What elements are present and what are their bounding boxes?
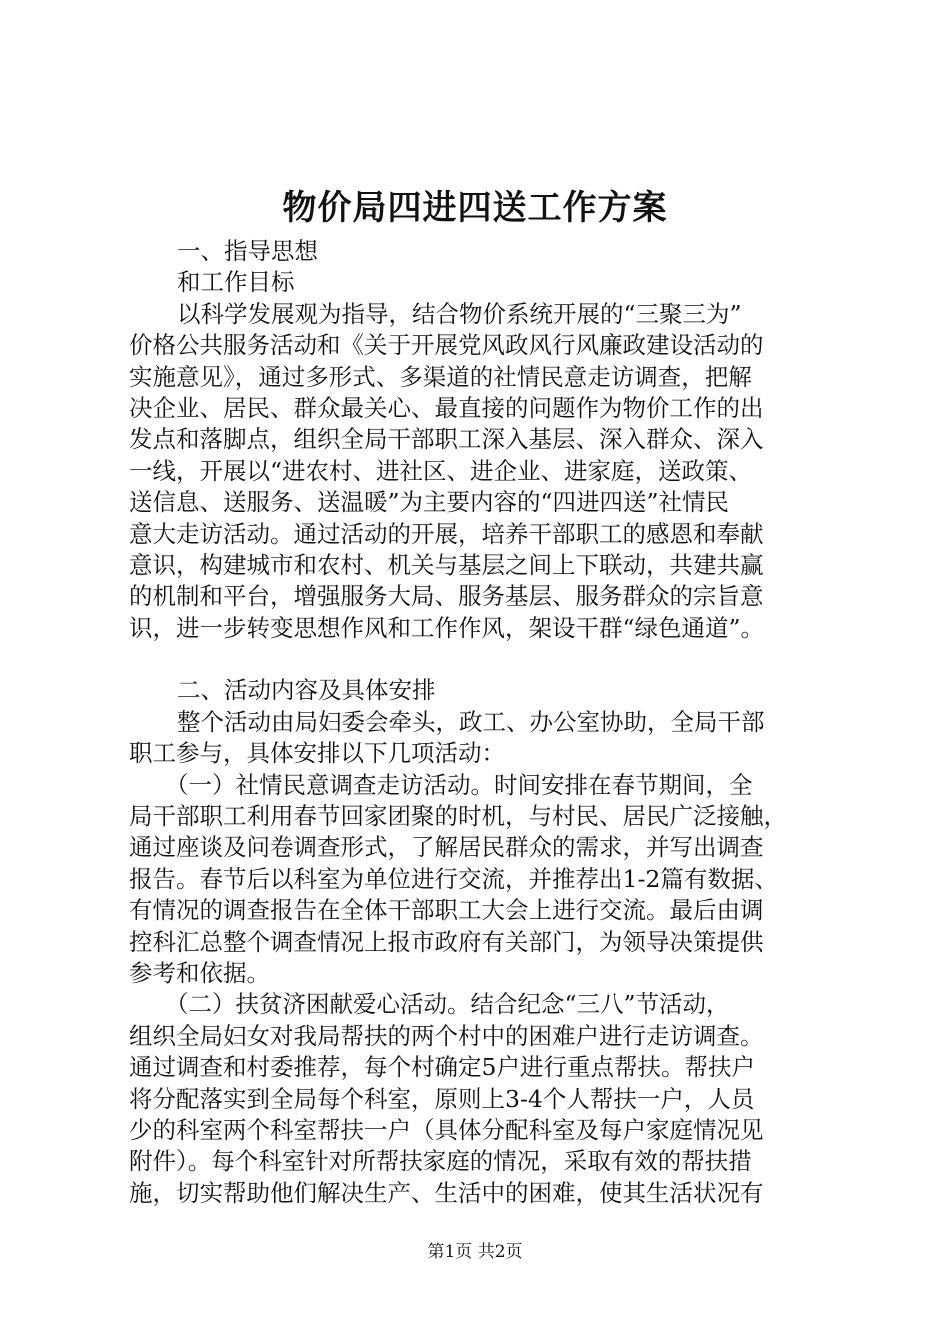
- paragraph-line: 局干部职工利用春节回家团聚的时机，与村民、居民广泛接触，: [129, 802, 787, 831]
- paragraph-line: 的机制和平台，增强服务大局、服务基层、服务群众的宗旨意: [129, 582, 764, 611]
- paragraph-line: 实施意见》，通过多形式、多渠道的社情民意走访调查，把解: [129, 362, 752, 391]
- paragraph-gap: [129, 644, 854, 675]
- paragraph-line: 参考和依据。: [129, 958, 270, 987]
- paragraph-line: 识，进一步转变思想作风和工作作风，架设干群“绿色通道”。: [129, 613, 765, 642]
- paragraph-line: 通过座谈及问卷调查形式，了解居民群众的需求，并写出调查: [129, 833, 764, 862]
- paragraph-line: 报告。春节后以科室为单位进行交流，并推荐出1-2篇有数据、: [129, 864, 778, 893]
- paragraph-line: 有情况的调查报告在全体干部职工大会上进行交流。最后由调: [129, 896, 764, 925]
- heading-activity-content: 二、活动内容及具体安排: [177, 676, 436, 705]
- paragraph-line: 施，切实帮助他们解决生产、生活中的困难，使其生活状况有: [129, 1178, 764, 1207]
- paragraph-line: （二）扶贫济困献爱心活动。结合纪念“三八”节活动，: [165, 990, 730, 1019]
- paragraph-line: 意大走访活动。通过活动的开展，培养干部职工的感恩和奉献: [129, 519, 764, 548]
- paragraph-line: 价格公共服务活动和《关于开展党风政风行风廉政建设活动的: [129, 331, 764, 360]
- paragraph-line: 附件）。每个科室针对所帮扶家庭的情况，采取有效的帮扶措: [129, 1147, 752, 1176]
- paragraph-line: 以科学发展观为指导，结合物价系统开展的“三聚三为”: [177, 299, 742, 328]
- paragraph-line: 通过调查和村委推荐，每个村确定5户进行重点帮扶。帮扶户: [129, 1053, 755, 1082]
- paragraph-line: （一）社情民意调查走访活动。时间安排在春节期间，全: [165, 770, 753, 799]
- paragraph-line: 少的科室两个科室帮扶一户（具体分配科室及每户家庭情况见: [129, 1115, 764, 1144]
- paragraph-line: 整个活动由局妇委会牵头，政工、办公室协助，全局干部: [177, 707, 765, 736]
- paragraph-line: 职工参与，具体安排以下几项活动：: [129, 739, 505, 768]
- document-body: [129, 236, 854, 1209]
- paragraph-line: 发点和落脚点，组织全局干部职工深入基层、深入群众、深入: [129, 425, 764, 454]
- paragraph-line: 意识，构建城市和农村、机关与基层之间上下联动，共建共赢: [129, 550, 764, 579]
- paragraph-line: 组织全局妇女对我局帮扶的两个村中的困难户进行走访调查。: [129, 1021, 764, 1050]
- text-line: 和工作目标: [177, 268, 295, 297]
- heading-guiding-thought: 一、指导思想: [177, 237, 318, 265]
- page-footer: 第1页 共2页: [427, 1242, 523, 1262]
- paragraph-line: 一线，开展以“进农村、进社区、进企业、进家庭，送政策、: [129, 456, 753, 485]
- paragraph-line: 决企业、居民、群众最关心、最直接的问题作为物价工作的出: [129, 393, 764, 422]
- paragraph-line: 控科汇总整个调查情况上报市政府有关部门，为领导决策提供: [129, 927, 764, 956]
- paragraph-line: 将分配落实到全局每个科室，原则上3-4个人帮扶一户，人员: [129, 1084, 755, 1113]
- paragraph-line: 送信息、送服务、送温暖”为主要内容的“四进四送”社情民: [129, 488, 730, 517]
- document-title: 物价局四进四送工作方案: [282, 188, 668, 228]
